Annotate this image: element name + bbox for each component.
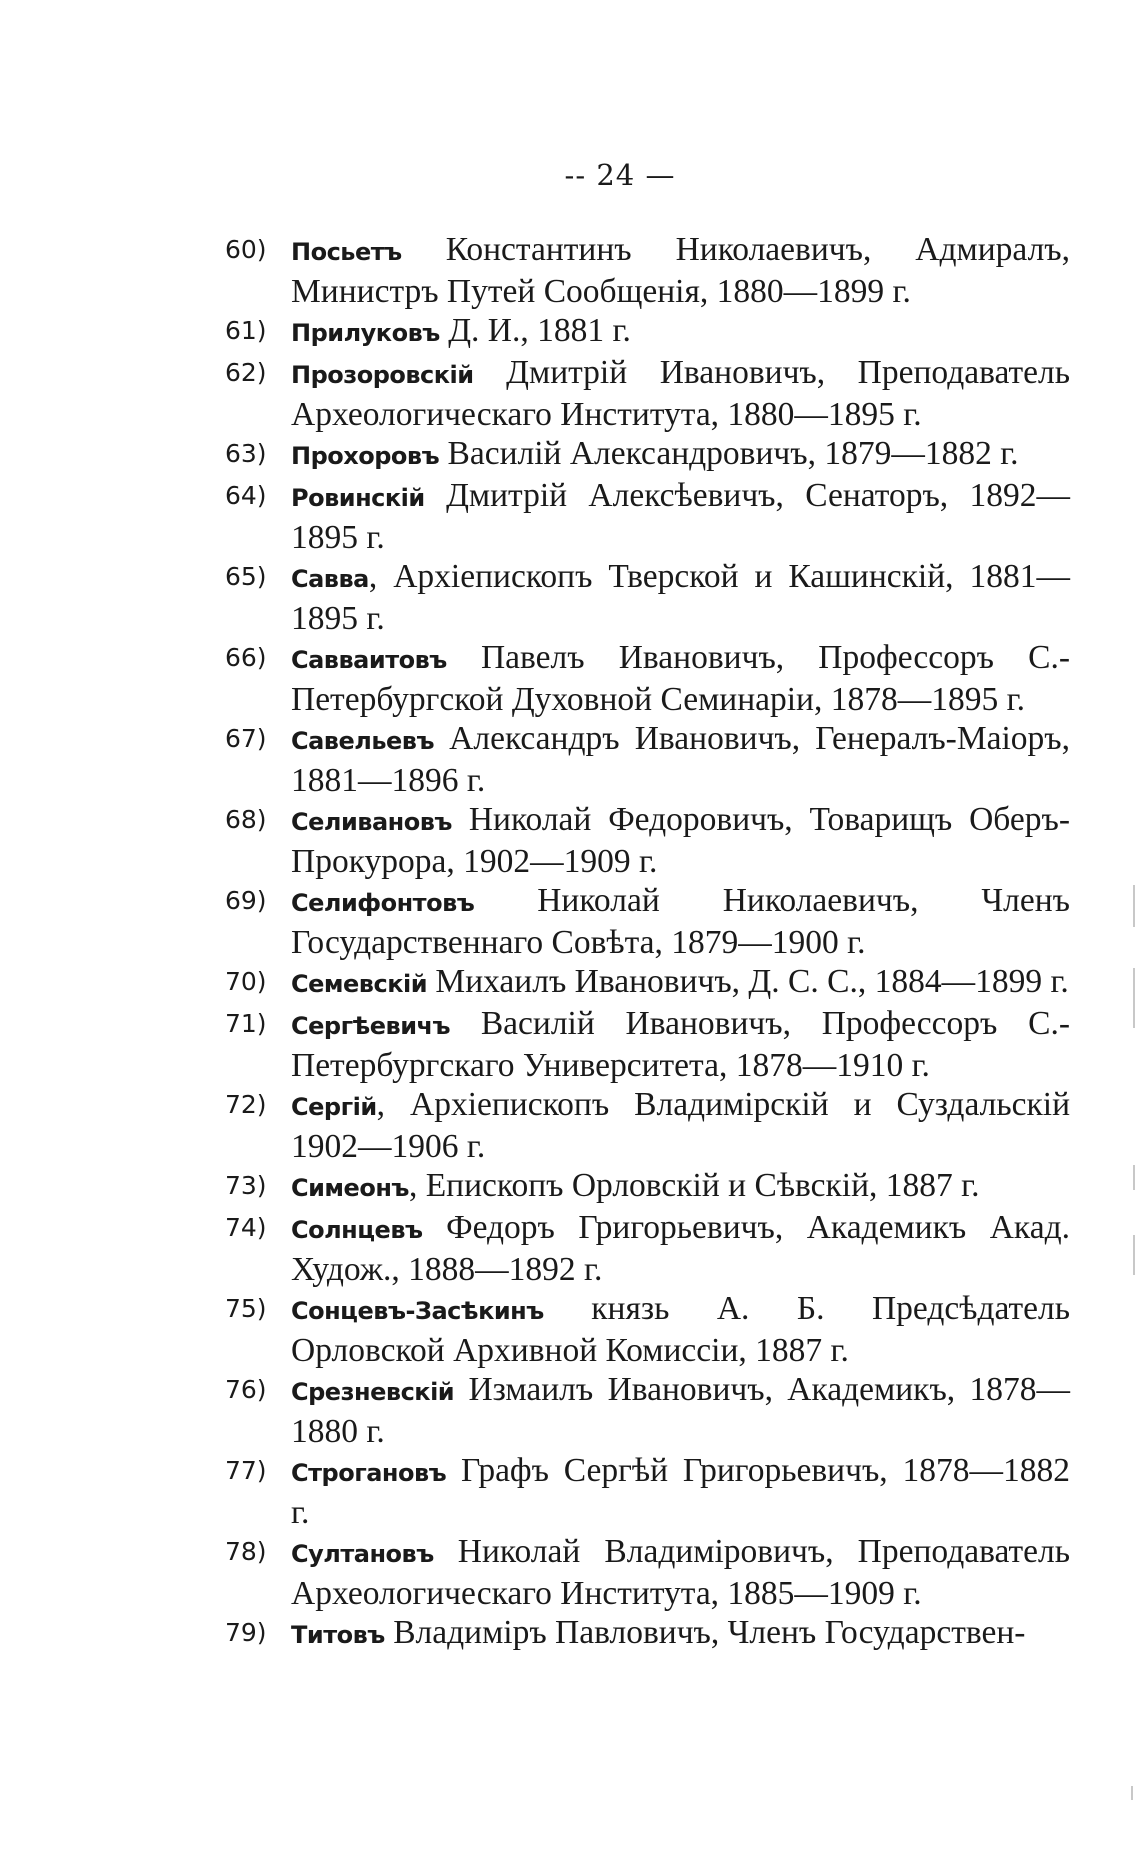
entry-surname: Селифонтовъ: [291, 889, 475, 917]
entry-text: князь А. Б. Предсѣдатель Орловской Архивной Комиссіи, 1887 г.: [291, 1290, 1070, 1369]
entry-text: Николай Владиміровичъ, Преподаватель Археологическаго Института, 1885—1909 г.: [291, 1533, 1070, 1612]
entry-surname: Сергѣевичъ: [291, 1012, 451, 1040]
entry-text: Владиміръ Павловичъ, Членъ Государствен-: [384, 1614, 1026, 1651]
entry-text: Дмитрій Ивановичъ, Преподаватель Археологическаго Института, 1880—1895 г.: [291, 354, 1070, 433]
entry-text: , Архіепископъ Владимірскій и Суздальскій 1902—1906 г.: [291, 1086, 1070, 1165]
scan-margin-mark: [1133, 1235, 1135, 1275]
entry-number: 71): [225, 1009, 267, 1038]
entry-surname: Савельевъ: [291, 727, 435, 755]
entry-text: Дмитрій Алексѣевичъ, Сенаторъ, 1892—1895 г.: [291, 477, 1070, 556]
entry-text: , Архіепископъ Тверской и Кашинскій, 1881—1895 г.: [291, 558, 1070, 637]
entry-number: 69): [225, 886, 267, 915]
entry-number: 62): [225, 358, 267, 387]
list-item: [225, 434, 1070, 476]
entry-text: Александръ Ивановичъ, Генералъ-Маіоръ, 1881—1896 г.: [291, 720, 1070, 799]
entry-list: [225, 230, 1070, 1655]
entry-surname: Савваитовъ: [291, 646, 447, 674]
entry-surname: Срезневскій: [291, 1378, 455, 1406]
entry-surname: Савва: [291, 565, 369, 593]
list-item: [225, 557, 1070, 638]
list-item: [225, 1532, 1070, 1613]
entry-number: 60): [225, 235, 267, 264]
list-item: [225, 1208, 1070, 1289]
entry-number: 72): [225, 1090, 267, 1119]
entry-surname: Сонцевъ-Засѣкинъ: [291, 1297, 544, 1325]
list-item: [225, 230, 1070, 311]
list-item: [225, 638, 1070, 719]
entry-number: 68): [225, 805, 267, 834]
entry-number: 64): [225, 481, 267, 510]
entry-number: 75): [225, 1294, 267, 1323]
list-item: [225, 800, 1070, 881]
list-item: [225, 353, 1070, 434]
entry-number: 61): [225, 316, 267, 345]
entry-surname: Сергій: [291, 1093, 377, 1121]
entry-text: Федоръ Григорьевичъ, Академикъ Акад. Худож., 1888—1892 г.: [291, 1209, 1070, 1288]
entry-surname: Султановъ: [291, 1540, 434, 1568]
scan-margin-mark: [1131, 1786, 1133, 1800]
entry-text: Константинъ Николаевичъ, Адмиралъ, Министръ Путей Сообщенія, 1880—1899 г.: [291, 231, 1070, 310]
entry-surname: Строгановъ: [291, 1459, 447, 1487]
list-item: [225, 1370, 1070, 1451]
entry-text: Михаилъ Ивановичъ, Д. С. С., 1884—1899 г.: [427, 963, 1069, 1000]
entry-number: 79): [225, 1618, 267, 1647]
entry-surname: Прозоровскій: [291, 361, 474, 389]
entry-surname: Прохоровъ: [291, 442, 440, 470]
scan-margin-mark: [1133, 885, 1135, 927]
page-number: -- 24 —: [564, 158, 676, 192]
list-item: [225, 719, 1070, 800]
entry-text: Василій Ивановичъ, Профессоръ С.-Петербургскаго Университета, 1878—1910 г.: [291, 1005, 1070, 1084]
list-item: [225, 476, 1070, 557]
entry-number: 66): [225, 643, 267, 672]
entry-surname: Титовъ: [291, 1621, 385, 1649]
entry-number: 67): [225, 724, 267, 753]
scan-margin-mark: [1133, 968, 1135, 1028]
entry-text: Николай Федоровичъ, Товарищъ Оберъ-Прокурора, 1902—1909 г.: [291, 801, 1070, 880]
entry-surname: Селивановъ: [291, 808, 452, 836]
entry-text: Павелъ Ивановичъ, Профессоръ С.-Петербургской Духовной Семинаріи, 1878—1895 г.: [291, 639, 1070, 718]
entry-text: Василій Александровичъ, 1879—1882 г.: [439, 435, 1019, 472]
entry-text: , Епископъ Орловскій и Сѣвскій, 1887 г.: [408, 1167, 980, 1204]
entry-number: 77): [225, 1456, 267, 1485]
list-item: [225, 311, 1070, 353]
entry-number: 63): [225, 439, 267, 468]
list-item: [225, 1004, 1070, 1085]
list-item: [225, 962, 1070, 1004]
list-item: [225, 1166, 1070, 1208]
entry-number: 70): [225, 967, 267, 996]
entry-text: Николай Николаевичъ, Членъ Государственнаго Совѣта, 1879—1900 г.: [291, 882, 1070, 961]
entry-surname: Прилуковъ: [291, 319, 440, 347]
entry-text: Графъ Сергѣй Григорьевичъ, 1878—1882 г.: [291, 1452, 1070, 1531]
entry-surname: Ровинскій: [291, 484, 425, 512]
entry-text: Измаилъ Ивановичъ, Академикъ, 1878—1880 г.: [291, 1371, 1070, 1450]
entry-surname: Солнцевъ: [291, 1216, 423, 1244]
entry-text: Д. И., 1881 г.: [439, 312, 631, 349]
list-item: [225, 1613, 1070, 1655]
entry-surname: Посьетъ: [291, 238, 402, 266]
list-item: [225, 881, 1070, 962]
list-item: [225, 1289, 1070, 1370]
scan-margin-mark: [1133, 1165, 1135, 1190]
entry-number: 65): [225, 562, 267, 591]
entry-number: 73): [225, 1171, 267, 1200]
entry-number: 78): [225, 1537, 267, 1566]
list-item: [225, 1451, 1070, 1532]
entry-surname: Симеонъ: [291, 1174, 409, 1202]
entry-number: 74): [225, 1213, 267, 1242]
entry-number: 76): [225, 1375, 267, 1404]
list-item: [225, 1085, 1070, 1166]
entry-surname: Семевскій: [291, 970, 428, 998]
